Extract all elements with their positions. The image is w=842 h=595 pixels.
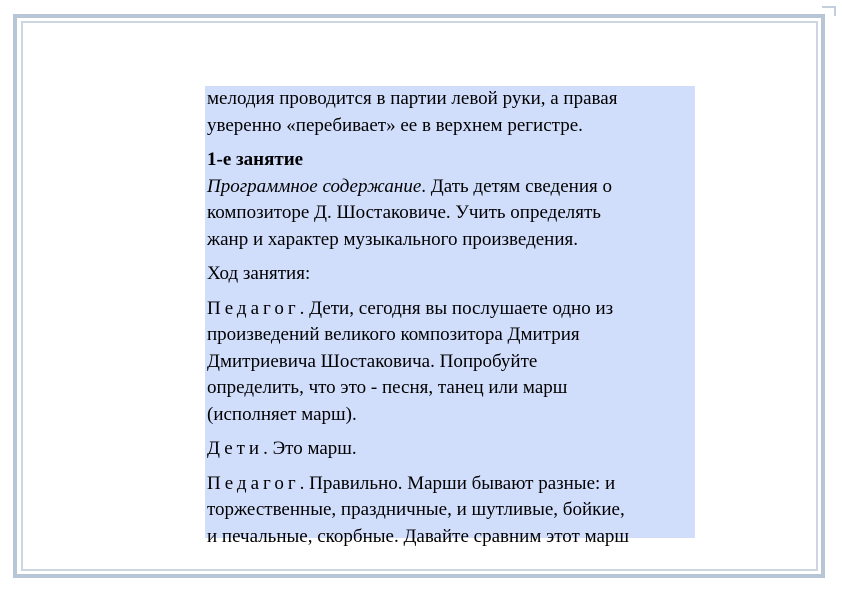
speaker-teacher: Педагог — [207, 297, 300, 319]
teacher-line — [207, 471, 695, 498]
teacher-paragraph — [207, 296, 695, 429]
teacher-line: (исполняет марш). — [207, 403, 357, 425]
program-text: . Дать детям сведения о — [421, 175, 612, 197]
teacher-line — [207, 296, 695, 323]
intro-line: мелодия проводится в партии левой руки, а правая — [207, 88, 618, 109]
program-label: Программное содержание — [207, 175, 422, 197]
teacher-line: Дмитриевича Шостаковича. Попробуйте — [207, 350, 538, 372]
children-line — [207, 436, 695, 463]
lesson-course: Ход занятия: — [207, 263, 311, 284]
lesson-section — [207, 147, 695, 253]
teacher-text: . Дети, сегодня вы послушаете одно из — [299, 297, 614, 319]
lesson-course-paragraph — [207, 261, 695, 288]
frame-corner-ornament — [822, 6, 836, 16]
teacher-line: и печальные, скорбные. Давайте сравним этот марш — [207, 525, 630, 547]
teacher-line: определить, что это - песня, танец или марш — [207, 377, 568, 398]
teacher-line: торжественные, праздничные, и шутливые, бойкие, — [207, 499, 625, 520]
lesson-heading: 1-е занятие — [207, 149, 304, 170]
intro-line: уверенно «перебивает» ее в верхнем регистре. — [207, 114, 583, 136]
program-line: композиторе Д. Шостаковиче. Учить определять — [207, 202, 601, 223]
speaker-teacher: Педагог — [207, 472, 300, 494]
teacher-paragraph — [207, 471, 695, 551]
program-line: жанр и характер музыкального произведения. — [207, 228, 579, 250]
text-block — [205, 86, 695, 547]
children-paragraph — [207, 436, 695, 463]
program-line — [207, 174, 695, 201]
children-text: . Это марш. — [263, 438, 357, 459]
teacher-text: . Правильно. Марши бывают разные: и — [299, 472, 616, 494]
teacher-line: произведений великого композитора Дмитрия — [207, 324, 580, 345]
intro-paragraph — [207, 86, 695, 139]
speaker-children: Дети — [207, 438, 264, 459]
